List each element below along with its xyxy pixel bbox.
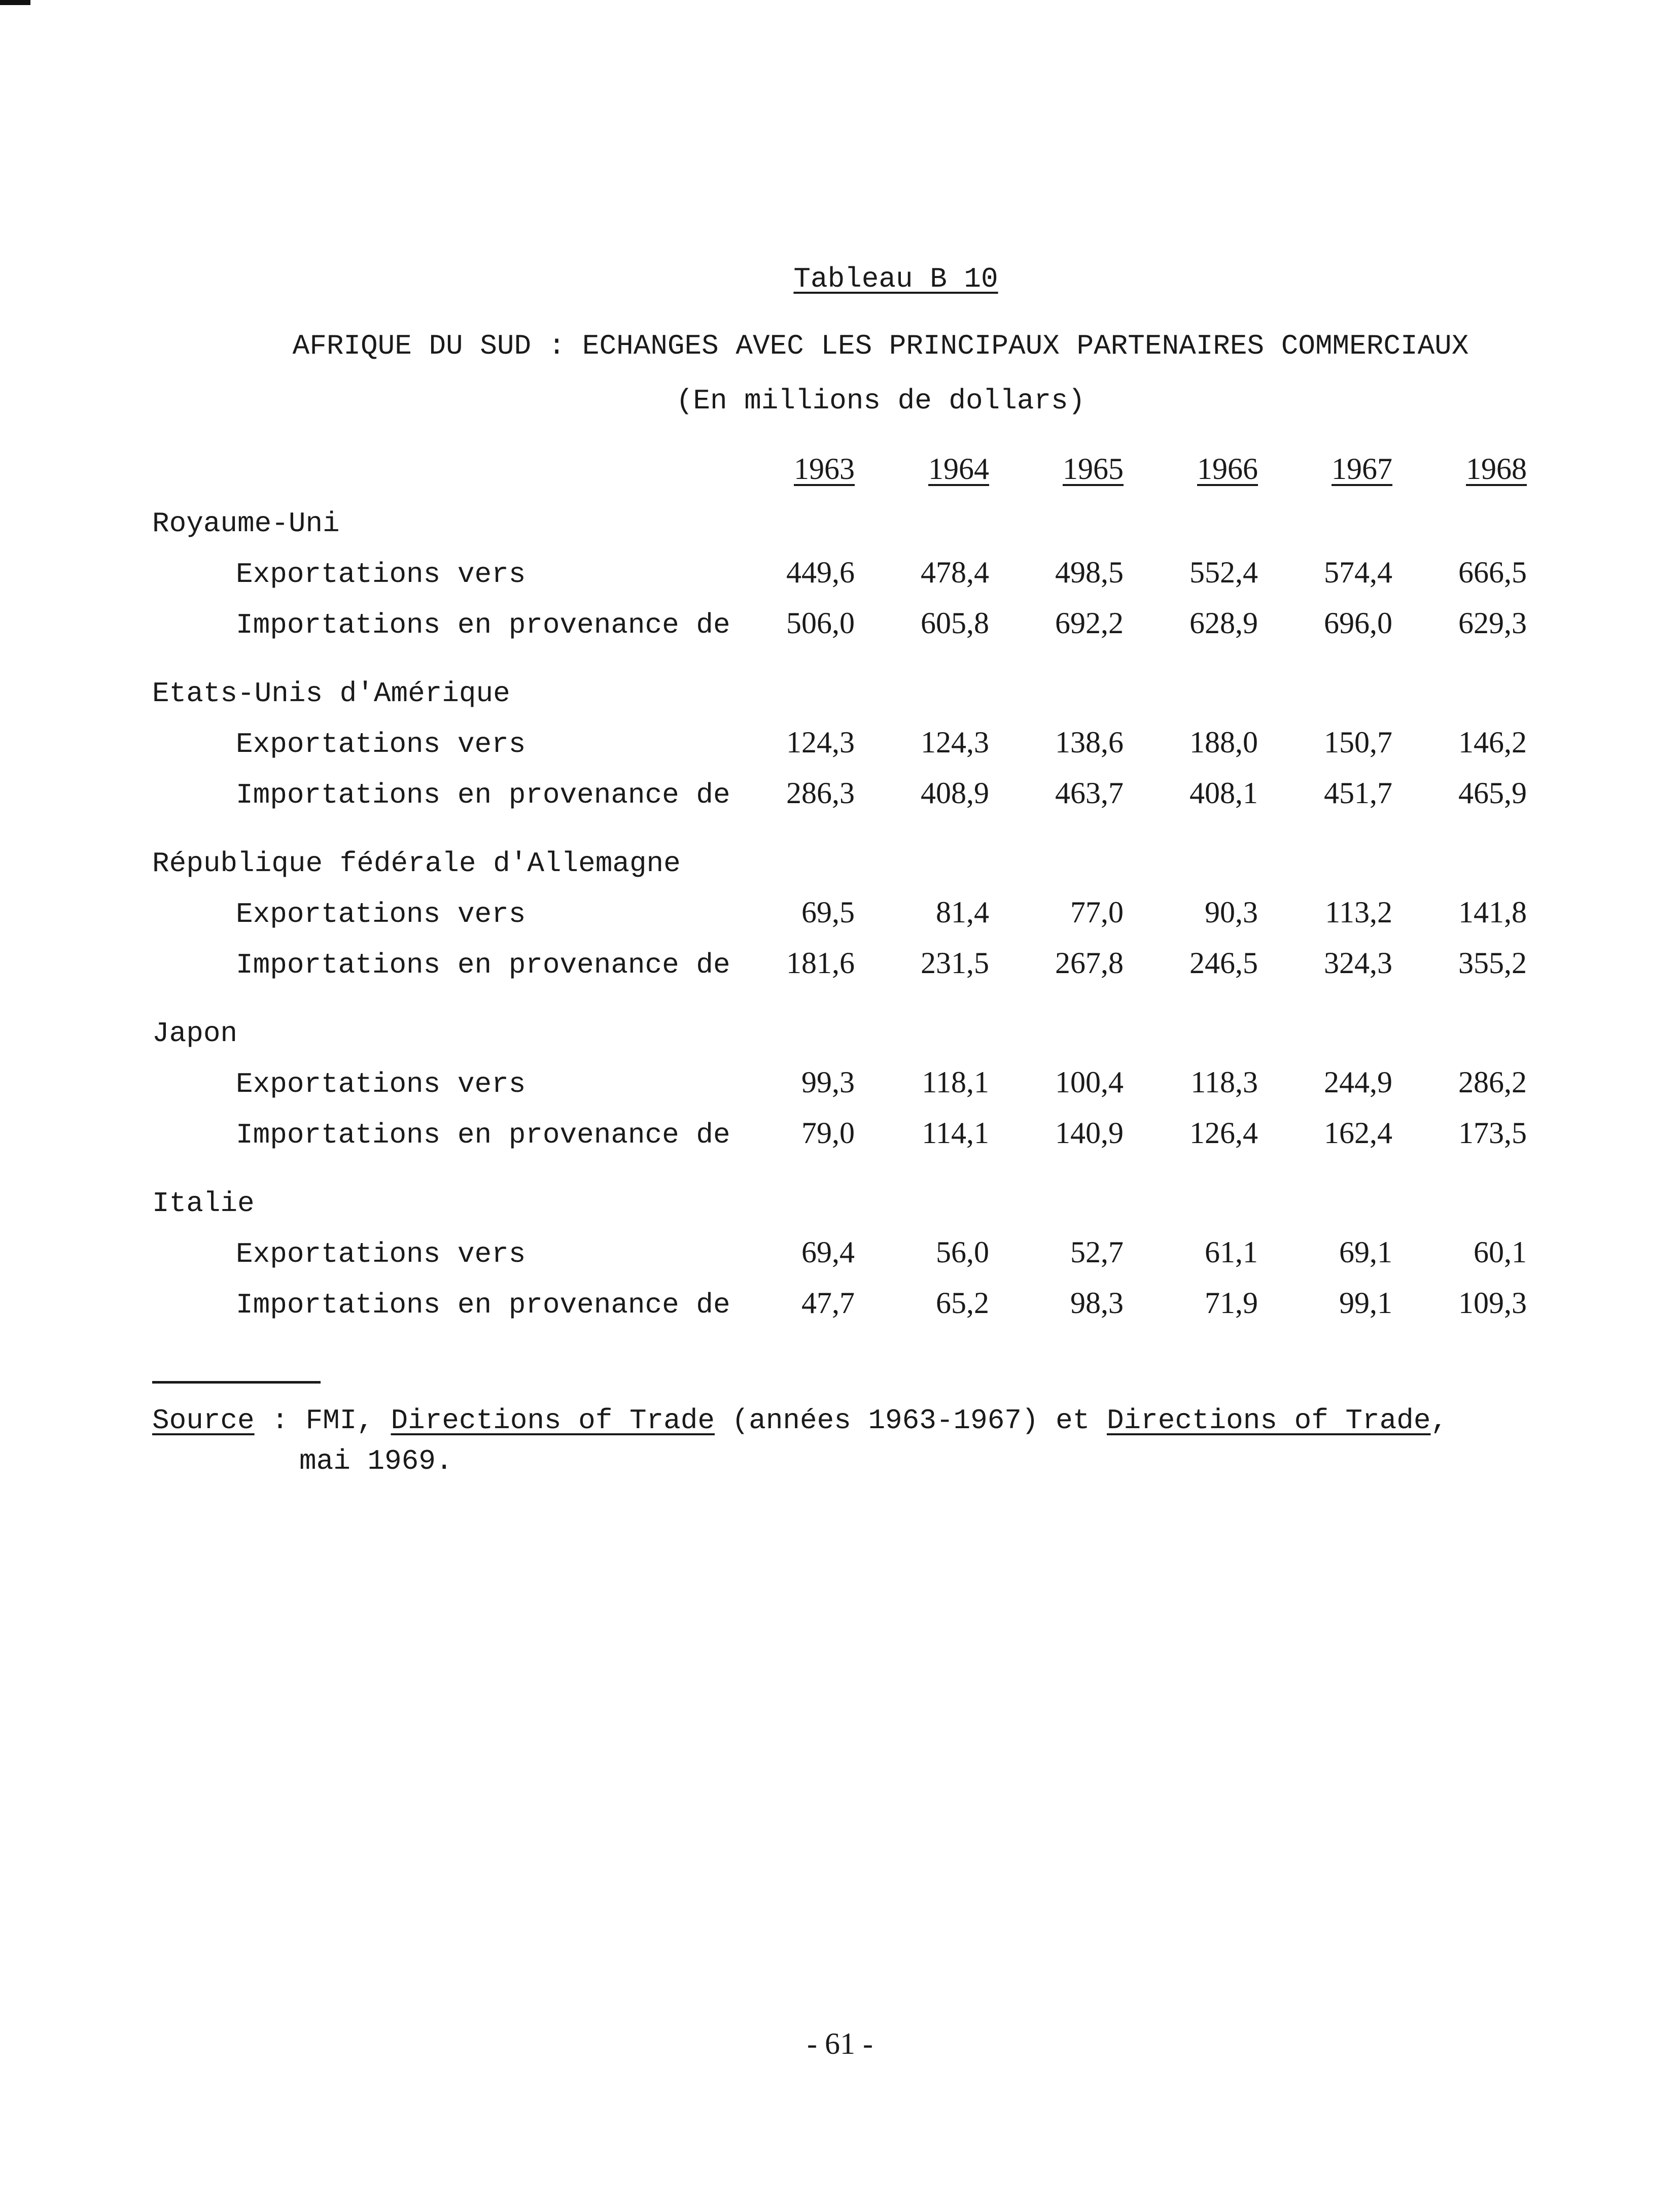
country-label: Japon [152,1017,238,1050]
year-header [1415,452,1527,487]
table-cell: 138,6 [1055,726,1124,759]
scan-corner-mark [0,0,30,5]
row-label: Importations en provenance de [236,609,730,641]
table-cell: 231,5 [921,946,989,980]
table-cell: 100,4 [1055,1065,1124,1099]
table-cell: 696,0 [1324,606,1392,640]
table-cell: 498,5 [1055,556,1124,589]
source-sep: : FMI, [254,1404,391,1437]
row-label: Importations en provenance de [236,949,730,981]
source-note [152,1400,1471,1481]
country-label: Etats-Unis d'Amérique [152,677,510,710]
year-header [743,452,855,487]
table-cell: 506,0 [786,606,855,640]
table-cell: 244,9 [1324,1065,1392,1099]
table-cell: 605,8 [921,606,989,640]
table-title-text: Tableau B 10 [793,263,998,295]
table-cell: 141,8 [1458,895,1527,929]
table-cell: 90,3 [1205,895,1258,929]
row-label: Exportations vers [236,1238,526,1270]
table-cell: 71,9 [1205,1286,1258,1320]
table-cell: 146,2 [1458,726,1527,759]
table-cell: 61,1 [1205,1235,1258,1269]
source-ref-1: Directions of Trade [391,1404,715,1437]
table-cell: 628,9 [1189,606,1258,640]
table-cell: 81,4 [936,895,989,929]
table-cell: 286,2 [1458,1065,1527,1099]
table-cell: 478,4 [921,556,989,589]
country-label: Italie [152,1187,255,1220]
footnote-rule [152,1381,321,1384]
table-cell: 99,3 [801,1065,855,1099]
table-cell: 451,7 [1324,776,1392,810]
table-cell: 124,3 [786,726,855,759]
year-header-text: 1966 [1197,452,1258,486]
table-cell: 574,4 [1324,556,1392,589]
table-cell: 118,1 [922,1065,989,1099]
year-header-text: 1967 [1332,452,1392,486]
row-label: Importations en provenance de [236,1119,730,1151]
table-cell: 98,3 [1070,1286,1124,1320]
row-label: Exportations vers [236,728,526,761]
table-cell: 246,5 [1189,946,1258,980]
table-cell: 267,8 [1055,946,1124,980]
table-cell: 47,7 [801,1286,855,1320]
table-cell: 173,5 [1458,1116,1527,1150]
table-cell: 126,4 [1189,1116,1258,1150]
table-cell: 109,3 [1458,1286,1527,1320]
table-cell: 465,9 [1458,776,1527,810]
table-cell: 118,3 [1191,1065,1258,1099]
row-label: Exportations vers [236,558,526,591]
table-cell: 69,1 [1339,1235,1392,1269]
table-cell: 60,1 [1474,1235,1527,1269]
table-cell: 69,5 [801,895,855,929]
row-label: Importations en provenance de [236,1289,730,1321]
table-cell: 77,0 [1070,895,1124,929]
year-header [1281,452,1392,487]
table-cell: 408,1 [1189,776,1258,810]
table-cell: 65,2 [936,1286,989,1320]
table-cell: 666,5 [1458,556,1527,589]
source-ref-2: Directions of Trade [1106,1404,1431,1437]
year-header-text: 1965 [1063,452,1124,486]
table-cell: 69,4 [801,1235,855,1269]
table-cell: 181,6 [786,946,855,980]
table-cell: 56,0 [936,1235,989,1269]
source-mid: (années 1963-1967) et [715,1404,1107,1437]
source-line-2: mai 1969. [299,1445,453,1477]
page-number: - 61 - [807,2027,873,2060]
source-label: Source [152,1404,255,1437]
table-cell: 79,0 [801,1116,855,1150]
table-cell: 99,1 [1339,1286,1392,1320]
table-cell: 355,2 [1458,946,1527,980]
row-label: Exportations vers [236,898,526,930]
table-cell: 162,4 [1324,1116,1392,1150]
table-cell: 113,2 [1325,895,1392,929]
year-header [1012,452,1124,487]
table-cell: 463,7 [1055,776,1124,810]
year-header [878,452,989,487]
table-cell: 188,0 [1189,726,1258,759]
table-cell: 140,9 [1055,1116,1124,1150]
year-header-text: 1964 [928,452,989,486]
table-cell: 408,9 [921,776,989,810]
country-label: République fédérale d'Allemagne [152,847,681,880]
table-cell: 629,3 [1458,606,1527,640]
table-cell: 692,2 [1055,606,1124,640]
year-header-text: 1968 [1466,452,1527,486]
country-label: Royaume-Uni [152,507,340,540]
table-cell: 324,3 [1324,946,1392,980]
table-title [56,263,1680,295]
table-cell: 449,6 [786,556,855,589]
table-cell: 114,1 [922,1116,989,1150]
table-cell: 286,3 [786,776,855,810]
table-cell: 150,7 [1324,726,1392,759]
row-label: Importations en provenance de [236,779,730,811]
year-header [1146,452,1258,487]
table-unit: (En millions de dollars) [676,385,1086,417]
table-cell: 52,7 [1070,1235,1124,1269]
source-end: , [1430,1404,1448,1437]
row-label: Exportations vers [236,1068,526,1100]
year-header-text: 1963 [794,452,855,486]
table-heading: AFRIQUE DU SUD : ECHANGES AVEC LES PRINCIPAUX PARTENAIRES COMMERCIAUX [292,330,1469,362]
source-line-1 [152,1400,1471,1441]
table-cell: 124,3 [921,726,989,759]
table-cell: 552,4 [1189,556,1258,589]
